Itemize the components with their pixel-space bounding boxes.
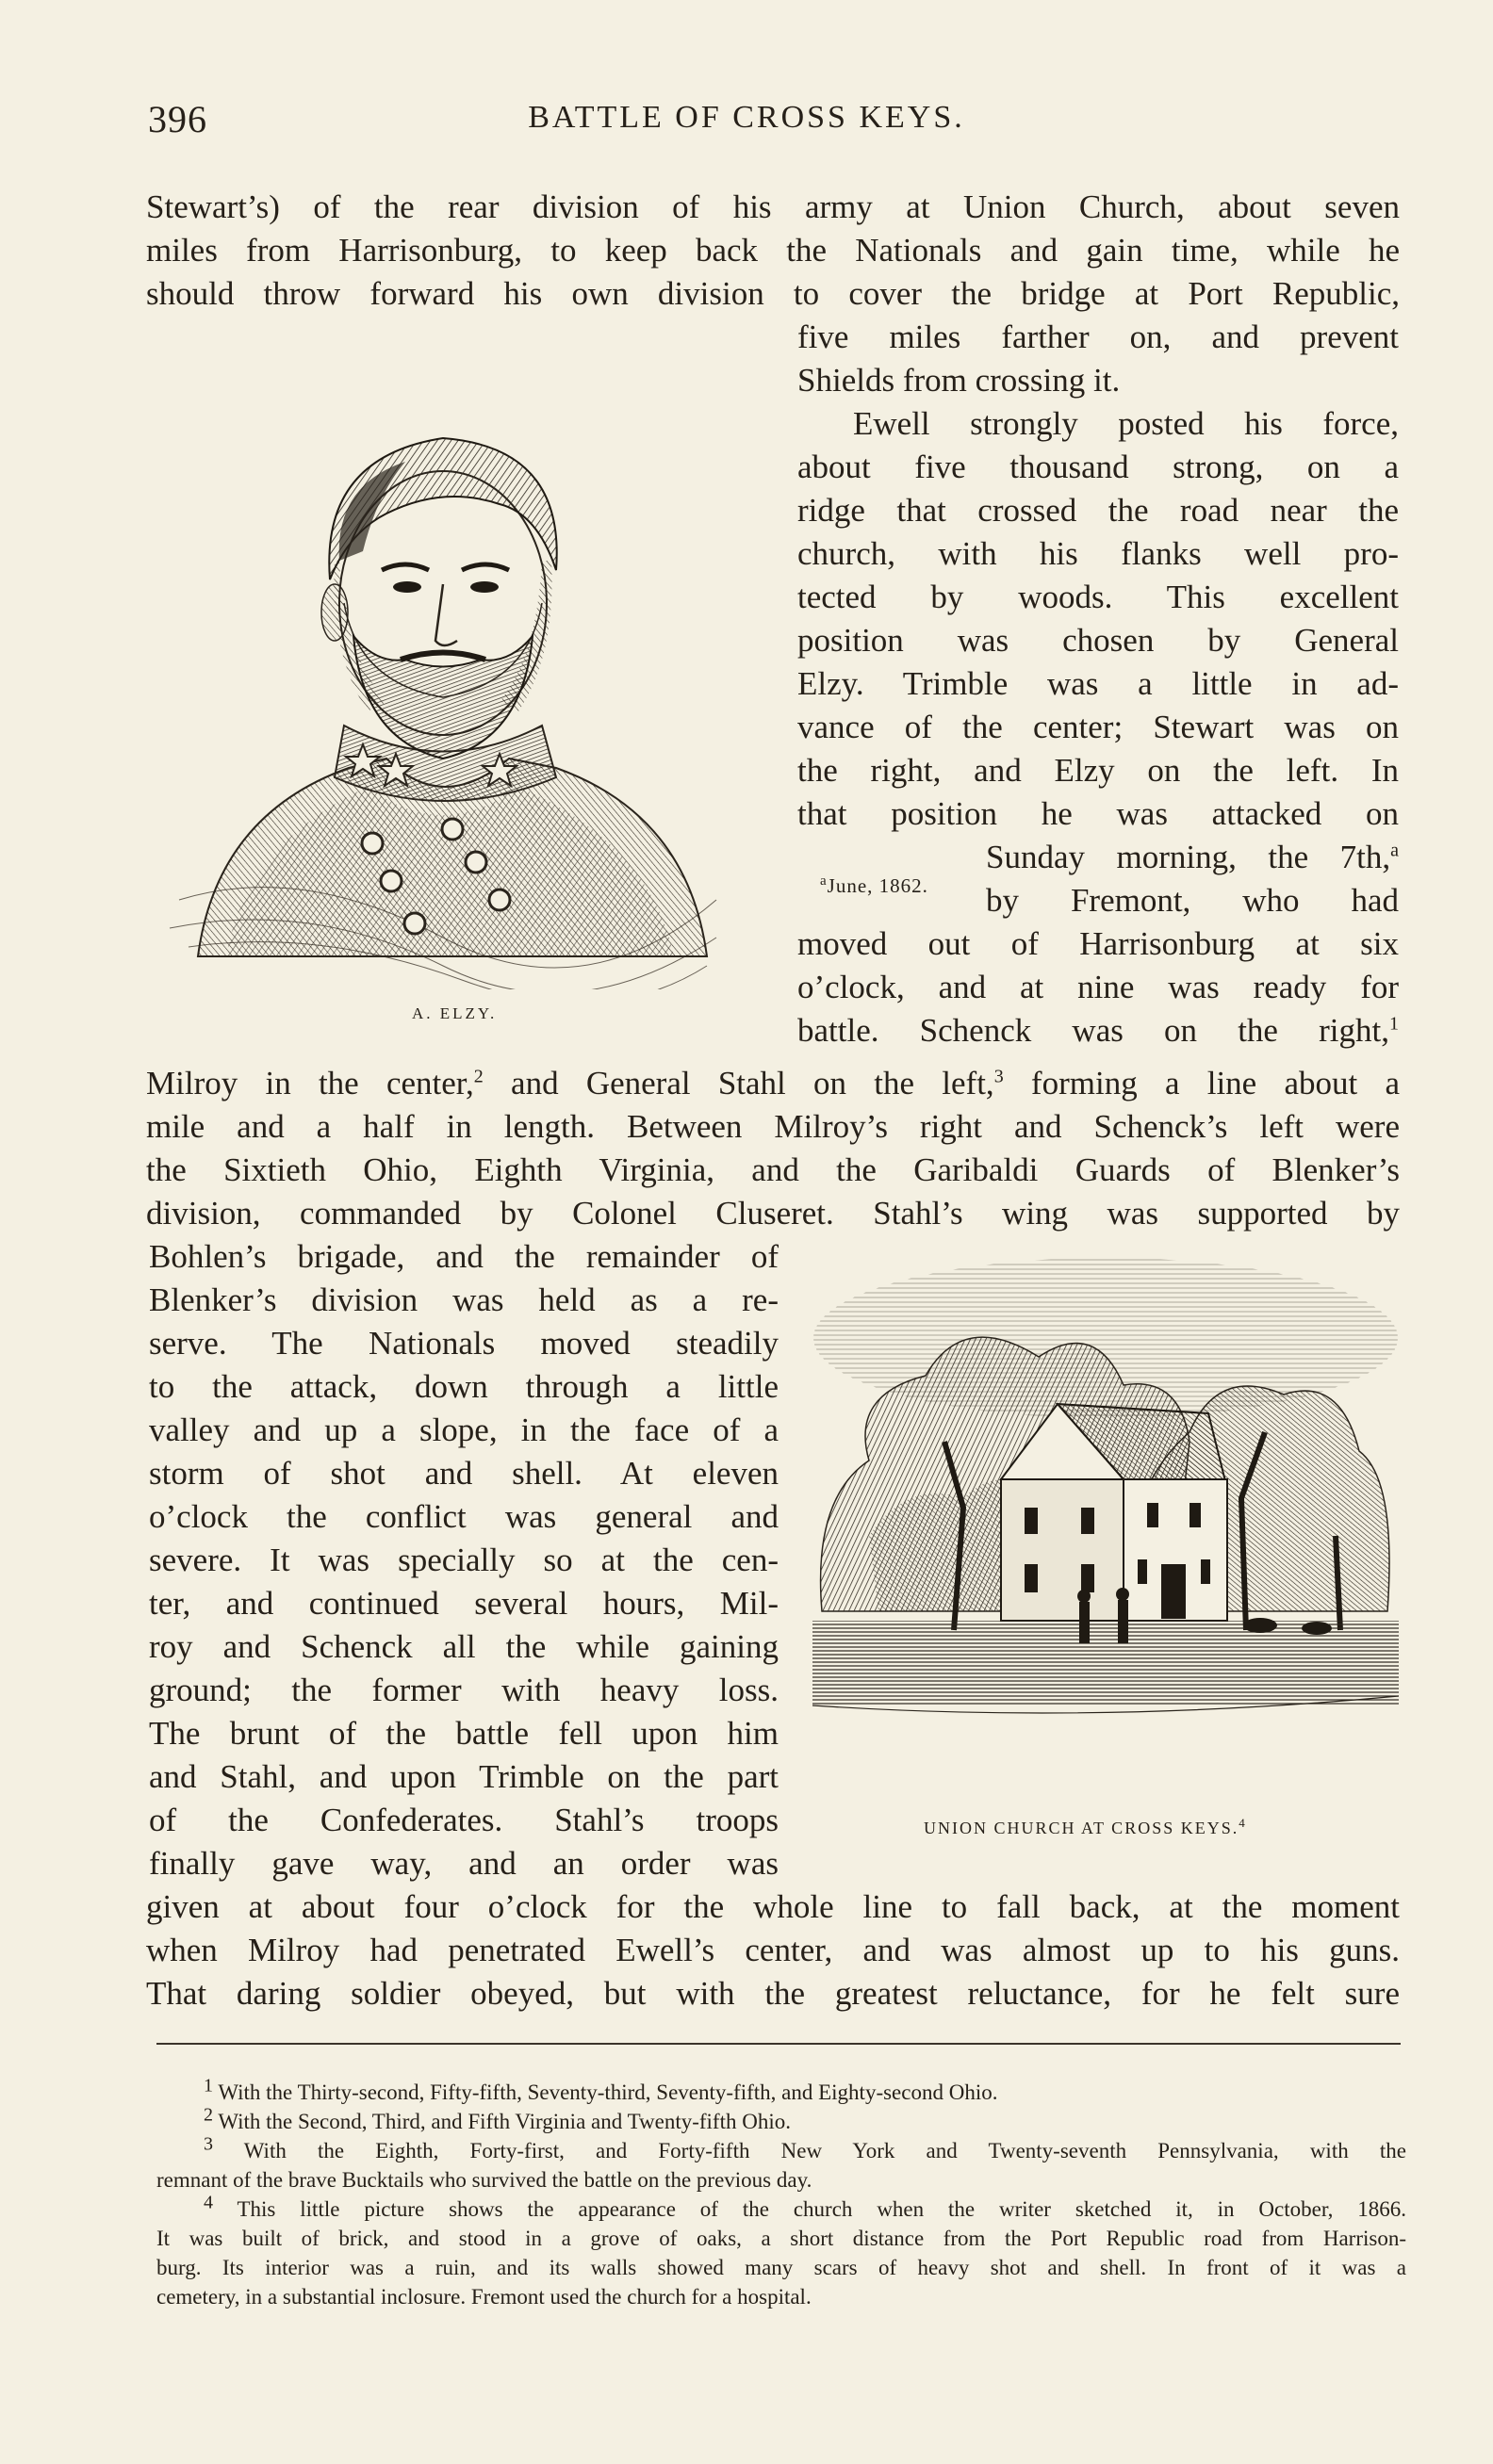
body-line: division, commanded by Colonel Cluseret. Stahl’s wing was supported by (146, 1195, 1400, 1232)
body-line: vance of the center; Stewart was on (797, 709, 1399, 745)
note-ref: 1 (1389, 1013, 1399, 1035)
body-line: o’clock the conflict was general and (149, 1498, 779, 1535)
body-line: Bohlen’s brigade, and the remainder of (149, 1238, 779, 1275)
body-line: Elzy. Trimble was a little in ad- (797, 665, 1399, 702)
body-line: valley and up a slope, in the face of a (149, 1411, 779, 1448)
footnote-rule (156, 2043, 1401, 2045)
portrait-caption: A. ELZY. (412, 1004, 498, 1022)
body-line: about five thousand strong, on a (797, 449, 1399, 485)
note-ref: 3 (993, 1066, 1004, 1087)
body-line: finally gave way, and an order was (149, 1845, 779, 1882)
page-number: 396 (148, 98, 207, 140)
body-line: position was chosen by General (797, 622, 1399, 659)
body-line: given at about four o’clock for the whole line to fall back, at the moment (146, 1888, 1400, 1925)
note-ref: a (1390, 840, 1399, 861)
footnote-4-line: burg. Its interior was a ruin, and its walls showed many scars of heavy shot and shell. In front of it was a (156, 2256, 1406, 2279)
footnote-4-line: It was built of brick, and stood in a grove of oaks, a short distance from the Port Republic road from Harrison- (156, 2227, 1406, 2250)
body-line: severe. It was specially so at the cen- (149, 1542, 779, 1578)
body-line: Stewart’s) of the rear division of his army at Union Church, about seven (146, 188, 1400, 225)
body-line: mile and a half in length. Between Milroy’s right and Schenck’s left were (146, 1108, 1400, 1145)
body-line: by Fremont, who had (986, 882, 1399, 919)
body-line: ter, and continued several hours, Mil- (149, 1585, 779, 1622)
body-line: The brunt of the battle fell upon him (149, 1715, 779, 1752)
body-line: miles from Harrisonburg, to keep back the Nationals and gain time, while he (146, 232, 1400, 269)
note-ref: 2 (473, 1066, 484, 1087)
body-line: serve. The Nationals moved steadily (149, 1325, 779, 1362)
body-line: to the attack, down through a little (149, 1368, 779, 1405)
footnote-4: $^4$ This little picture shows the appearance of the church when the writer sketched it, in October, 1866. (204, 2192, 1406, 2221)
body-line: and Stahl, and upon Trimble on the part (149, 1758, 779, 1795)
margin-note: $^a$June, 1862. (820, 873, 928, 897)
body-line: should throw forward his own division to cover the bridge at Port Republic, (146, 275, 1400, 312)
body-line: battle. Schenck was on the right,$^1$ (797, 1012, 1399, 1049)
body-line: storm of shot and shell. At eleven (149, 1455, 779, 1492)
church-engraving (812, 1253, 1399, 1777)
church-caption: UNION CHURCH AT CROSS KEYS.$^4$ (924, 1816, 1247, 1837)
body-line: Sunday morning, the 7th,$^a$ (986, 839, 1399, 875)
body-line: of the Confederates. Stahl’s troops (149, 1802, 779, 1838)
body-line: Milroy in the center,$^2$ and General Stahl on the left,$^3$ forming a line about a (146, 1065, 1401, 1101)
body-line: five miles farther on, and prevent (797, 318, 1399, 355)
body-line: Blenker’s division was held as a re- (149, 1281, 779, 1318)
body-line: ground; the former with heavy loss. (149, 1672, 779, 1708)
body-line: the right, and Elzy on the left. In (797, 752, 1399, 789)
body-line: the Sixtieth Ohio, Eighth Virginia, and the Garibaldi Guards of Blenker’s (146, 1151, 1400, 1188)
body-line: That daring soldier obeyed, but with the greatest reluctance, for he felt sure (146, 1975, 1400, 2012)
running-head: BATTLE OF CROSS KEYS. (528, 100, 965, 135)
footnote-4-line: cemetery, in a substantial inclosure. Fremont used the church for a hospital. (156, 2285, 812, 2309)
footnote-3: $^3$ With the Eighth, Forty-first, and Forty-fifth New York and Twenty-seventh Pennsylvania, with the (204, 2133, 1406, 2162)
body-line: Shields from crossing it. (797, 362, 1121, 399)
footnote-2: $^2$ With the Second, Third, and Fifth Virginia and Twenty-fifth Ohio. (204, 2104, 791, 2133)
footnote-1: $^1$ With the Thirty-second, Fifty-fifth, Seventy-third, Seventy-fifth, and Eighty-second Ohio. (204, 2075, 998, 2104)
body-line: that position he was attacked on (797, 795, 1399, 832)
body-line: moved out of Harrisonburg at six (797, 925, 1399, 962)
body-line: when Milroy had penetrated Ewell’s center, and was almost up to his guns. (146, 1932, 1400, 1968)
body-line: Ewell strongly posted his force, (853, 405, 1399, 442)
body-line: tected by woods. This excellent (797, 579, 1399, 615)
body-line: church, with his flanks well pro- (797, 535, 1399, 572)
footnote-3-line: remnant of the brave Bucktails who survived the battle on the previous day. (156, 2168, 812, 2192)
body-line: o’clock, and at nine was ready for (797, 969, 1399, 1005)
body-line: ridge that crossed the road near the (797, 492, 1399, 529)
portrait-engraving (160, 372, 726, 989)
body-line: roy and Schenck all the while gaining (149, 1628, 779, 1665)
